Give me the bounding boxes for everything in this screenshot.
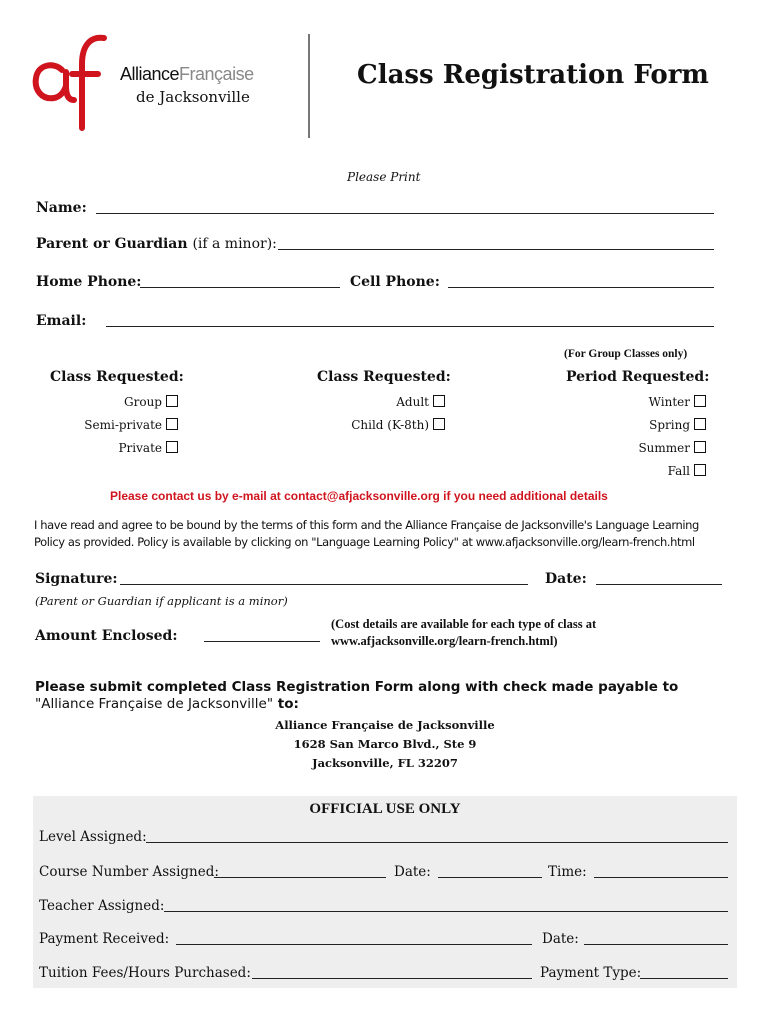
child-checkbox[interactable]	[433, 418, 445, 430]
address-line-3: Jacksonville, FL 32207	[312, 756, 458, 770]
adult-checkbox[interactable]	[433, 395, 445, 407]
tuition-fees-label: Tuition Fees/Hours Purchased:	[39, 965, 251, 981]
option-winter[interactable]	[649, 395, 706, 409]
logo-alliance: Alliance	[120, 64, 180, 84]
name-field[interactable]	[96, 202, 714, 214]
official-use-box	[33, 796, 737, 988]
semi-private-checkbox[interactable]	[166, 418, 178, 430]
class-requested-age-heading: Class Requested:	[317, 369, 451, 385]
spring-checkbox[interactable]	[694, 418, 706, 430]
group-checkbox[interactable]	[166, 395, 178, 407]
teacher-assigned-field[interactable]	[164, 900, 728, 912]
level-assigned-label: Level Assigned:	[39, 829, 147, 845]
payment-type-field[interactable]	[640, 967, 728, 979]
private-checkbox[interactable]	[166, 441, 178, 453]
official-use-heading: OFFICIAL USE ONLY	[309, 801, 461, 817]
group-classes-note: (For Group Classes only)	[564, 348, 688, 360]
address-line-2: 1628 San Marco Blvd., Ste 9	[293, 737, 477, 751]
header-divider	[308, 34, 310, 138]
option-spring[interactable]	[649, 418, 706, 432]
option-adult-label: Adult	[396, 395, 429, 409]
logo-name-line2: de Jacksonville	[136, 88, 250, 106]
signature-label: Signature:	[35, 571, 118, 587]
option-winter-label: Winter	[648, 395, 690, 409]
level-assigned-field[interactable]	[146, 831, 728, 843]
course-time-field[interactable]	[594, 866, 728, 878]
option-child[interactable]	[351, 418, 445, 432]
option-semi-private[interactable]	[84, 418, 178, 432]
payment-received-label: Payment Received:	[39, 931, 170, 947]
payee-name: "Alliance Française de Jacksonville"	[35, 696, 274, 712]
amount-enclosed-field[interactable]	[204, 630, 320, 642]
teacher-assigned-label: Teacher Assigned:	[39, 898, 165, 914]
winter-checkbox[interactable]	[694, 395, 706, 407]
cell-phone-label: Cell Phone:	[350, 274, 440, 290]
course-number-label: Course Number Assigned:	[39, 864, 219, 880]
signature-field[interactable]	[120, 573, 528, 585]
cost-details-line-1: (Cost details are available for each type of class at	[331, 617, 597, 631]
course-date-field[interactable]	[438, 866, 542, 878]
summer-checkbox[interactable]	[694, 441, 706, 453]
option-private-label: Private	[118, 441, 162, 455]
af-logo-mark	[32, 28, 108, 140]
logo-francaise: Française	[179, 64, 254, 84]
payment-date-field[interactable]	[584, 933, 728, 945]
submit-to: to:	[273, 696, 299, 712]
amount-enclosed-label: Amount Enclosed:	[35, 628, 178, 644]
address-line-1: Alliance Française de Jacksonville	[275, 718, 495, 732]
af-logo-icon	[32, 28, 108, 136]
email-label: Email:	[36, 313, 87, 329]
option-child-label: Child (K-8th)	[351, 418, 429, 432]
fall-checkbox[interactable]	[694, 464, 706, 476]
submit-instruction-line-1: Please submit completed Class Registration Form along with check made payable to	[35, 679, 679, 695]
option-summer-label: Summer	[638, 441, 690, 455]
class-requested-type-heading: Class Requested:	[50, 369, 184, 385]
parent-label	[36, 236, 277, 252]
option-group[interactable]	[124, 395, 178, 409]
home-phone-label: Home Phone:	[36, 274, 142, 290]
tuition-fees-field[interactable]	[252, 967, 532, 979]
logo-name-line1	[120, 64, 254, 85]
please-print-note: Please Print	[347, 170, 421, 184]
parent-label-text: Parent or Guardian	[36, 236, 188, 252]
mailing-address	[0, 716, 770, 773]
page-title: Class Registration Form	[357, 60, 709, 90]
payment-type-label: Payment Type:	[540, 965, 642, 981]
name-label: Name:	[36, 200, 87, 216]
payment-received-field[interactable]	[176, 933, 532, 945]
cell-phone-field[interactable]	[448, 276, 714, 288]
option-adult[interactable]	[396, 395, 445, 409]
submit-instruction-line-2	[35, 696, 299, 713]
period-requested-heading: Period Requested:	[566, 369, 710, 385]
signature-date-field[interactable]	[596, 573, 722, 585]
payment-date-label: Date:	[542, 931, 579, 947]
option-fall[interactable]	[668, 464, 706, 478]
email-field[interactable]	[106, 315, 714, 327]
course-number-field[interactable]	[214, 866, 386, 878]
option-private[interactable]	[118, 441, 178, 455]
contact-notice: Please contact us by e-mail at contact@afjacksonville.org if you need additional details	[110, 489, 608, 503]
option-group-label: Group	[124, 395, 162, 409]
terms-line-1: I have read and agree to be bound by the terms of this form and the Alliance Française de Jacksonville's Language Learning	[34, 518, 699, 532]
signature-date-label: Date:	[545, 571, 587, 587]
course-date-label: Date:	[394, 864, 431, 880]
home-phone-field[interactable]	[140, 276, 340, 288]
option-spring-label: Spring	[649, 418, 690, 432]
option-summer[interactable]	[638, 441, 706, 455]
cost-details-line-2: www.afjacksonville.org/learn-french.html)	[331, 634, 558, 648]
option-semi-private-label: Semi-private	[84, 418, 162, 432]
signature-note: (Parent or Guardian if applicant is a minor)	[35, 594, 288, 608]
course-time-label: Time:	[548, 864, 587, 880]
option-fall-label: Fall	[667, 464, 690, 478]
parent-field[interactable]	[278, 238, 714, 250]
terms-line-2: Policy as provided. Policy is available by clicking on "Language Learning Policy" at www.afjacksonville.org/learn-french.html	[34, 535, 695, 549]
parent-label-note: (if a minor):	[192, 236, 277, 252]
